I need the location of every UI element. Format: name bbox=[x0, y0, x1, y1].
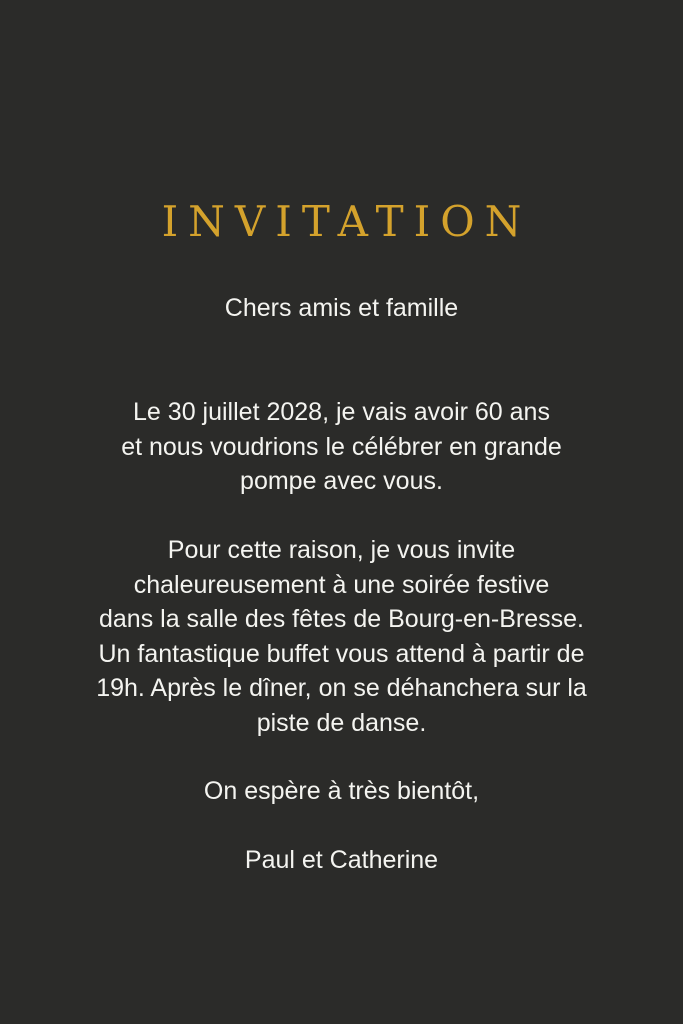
paragraph-2-line: 19h. Après le dîner, on se déhanchera sur la bbox=[96, 674, 587, 702]
paragraph-2-line: Pour cette raison, je vous invite bbox=[167, 536, 516, 564]
paragraph-2-line: dans la salle des fêtes de Bourg-en-Bresse. bbox=[99, 605, 584, 633]
paragraph-1-line: Le 30 juillet 2028, je vais avoir 60 ans bbox=[133, 398, 550, 426]
greeting: Chers amis et famille bbox=[224, 294, 459, 322]
paragraph-2-line: Un fantastique buffet vous attend à partir de bbox=[98, 639, 585, 668]
invitation-paragraph-1 bbox=[0, 395, 683, 499]
invitation-paragraph-2 bbox=[0, 533, 683, 740]
paragraph-2-line: chaleureusement à une soirée festive bbox=[133, 570, 550, 599]
signature: Paul et Catherine bbox=[244, 846, 439, 874]
paragraph-1-line: et nous voudrions le célébrer en grande bbox=[121, 432, 562, 461]
paragraph-1-line: pompe avec vous. bbox=[240, 467, 443, 495]
closing-line: On espère à très bientôt, bbox=[203, 777, 480, 805]
invitation-title: INVITATION bbox=[161, 197, 532, 246]
paragraph-2-line: piste de danse. bbox=[256, 708, 427, 737]
